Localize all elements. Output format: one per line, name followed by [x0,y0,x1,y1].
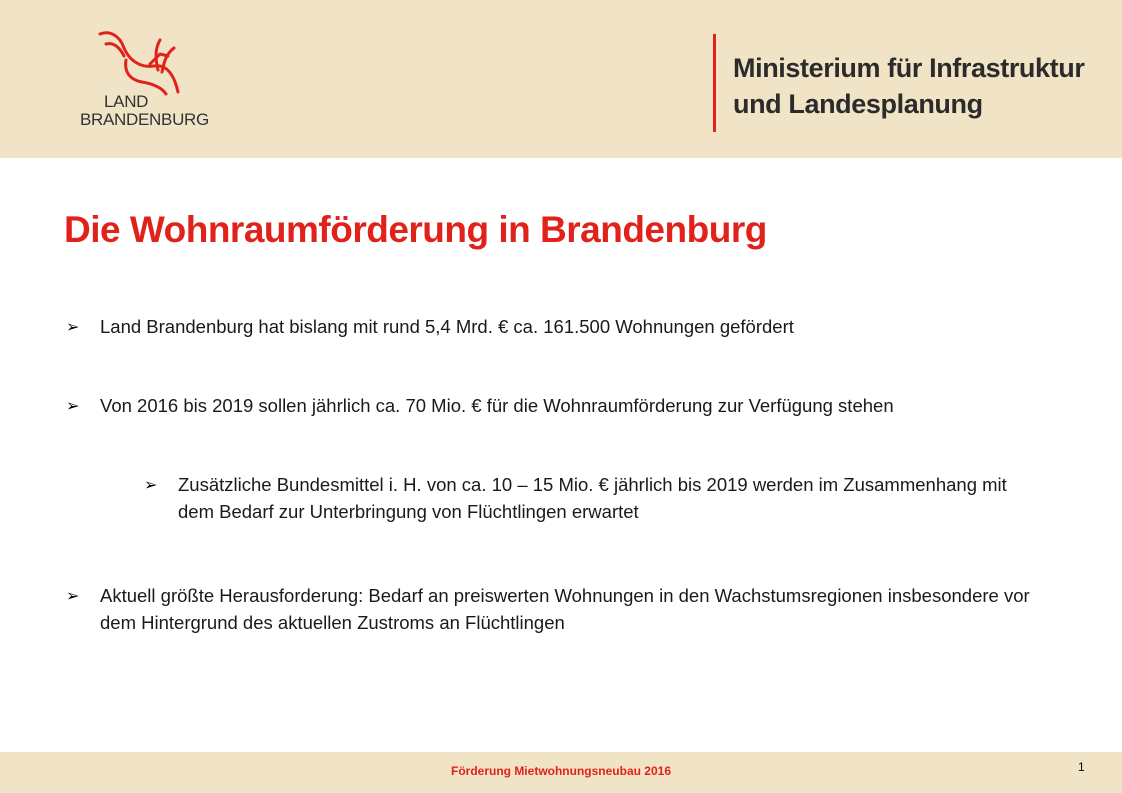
bullet-item [66,582,1066,636]
logo-text-brandenburg: BRANDENBURG [80,110,209,129]
land-brandenburg-logo [78,26,213,131]
header-band [0,0,1122,158]
slide-title: Die Wohnraumförderung in Brandenburg [64,209,767,250]
arrow-bullet-icon: ➢ [66,396,80,415]
ministry-name-line2: und Landesplanung [733,89,983,119]
ministry-name-line1: Ministerium für Infrastruktur [733,53,1085,83]
bullet-item [66,313,1066,340]
footer-band [0,752,1122,793]
sub-bullet-item [144,471,1024,525]
bullet-text: Zusätzliche Bundesmittel i. H. von ca. 10 – 15 Mio. € jährlich bis 2019 werden im Zusammenhang mit dem Bedarf zur Unterbringung von Flüchtlingen erwartet [178,474,1007,522]
bullet-text: Aktuell größte Herausforderung: Bedarf an preiswerten Wohnungen in den Wachstumsregionen insbesondere vor dem Hintergrund des aktuellen Zustroms an Flüchtlingen [100,585,1030,633]
arrow-bullet-icon: ➢ [66,586,80,605]
arrow-bullet-icon: ➢ [66,317,80,336]
bullet-item [66,392,1066,419]
footer-title: Förderung Mietwohnungsneubau 2016 [450,764,671,778]
brandenburg-eagle-icon [96,26,182,96]
header-divider [713,34,716,132]
logo-text-land: LAND [104,92,149,111]
bullet-text: Land Brandenburg hat bislang mit rund 5,4 Mrd. € ca. 161.500 Wohnungen gefördert [100,316,794,337]
page-number: 1 [1078,760,1085,774]
bullet-text: Von 2016 bis 2019 sollen jährlich ca. 70 Mio. € für die Wohnraumförderung zur Verfügung stehen [100,395,894,416]
arrow-bullet-icon: ➢ [144,475,158,494]
ministry-name [733,50,1113,122]
